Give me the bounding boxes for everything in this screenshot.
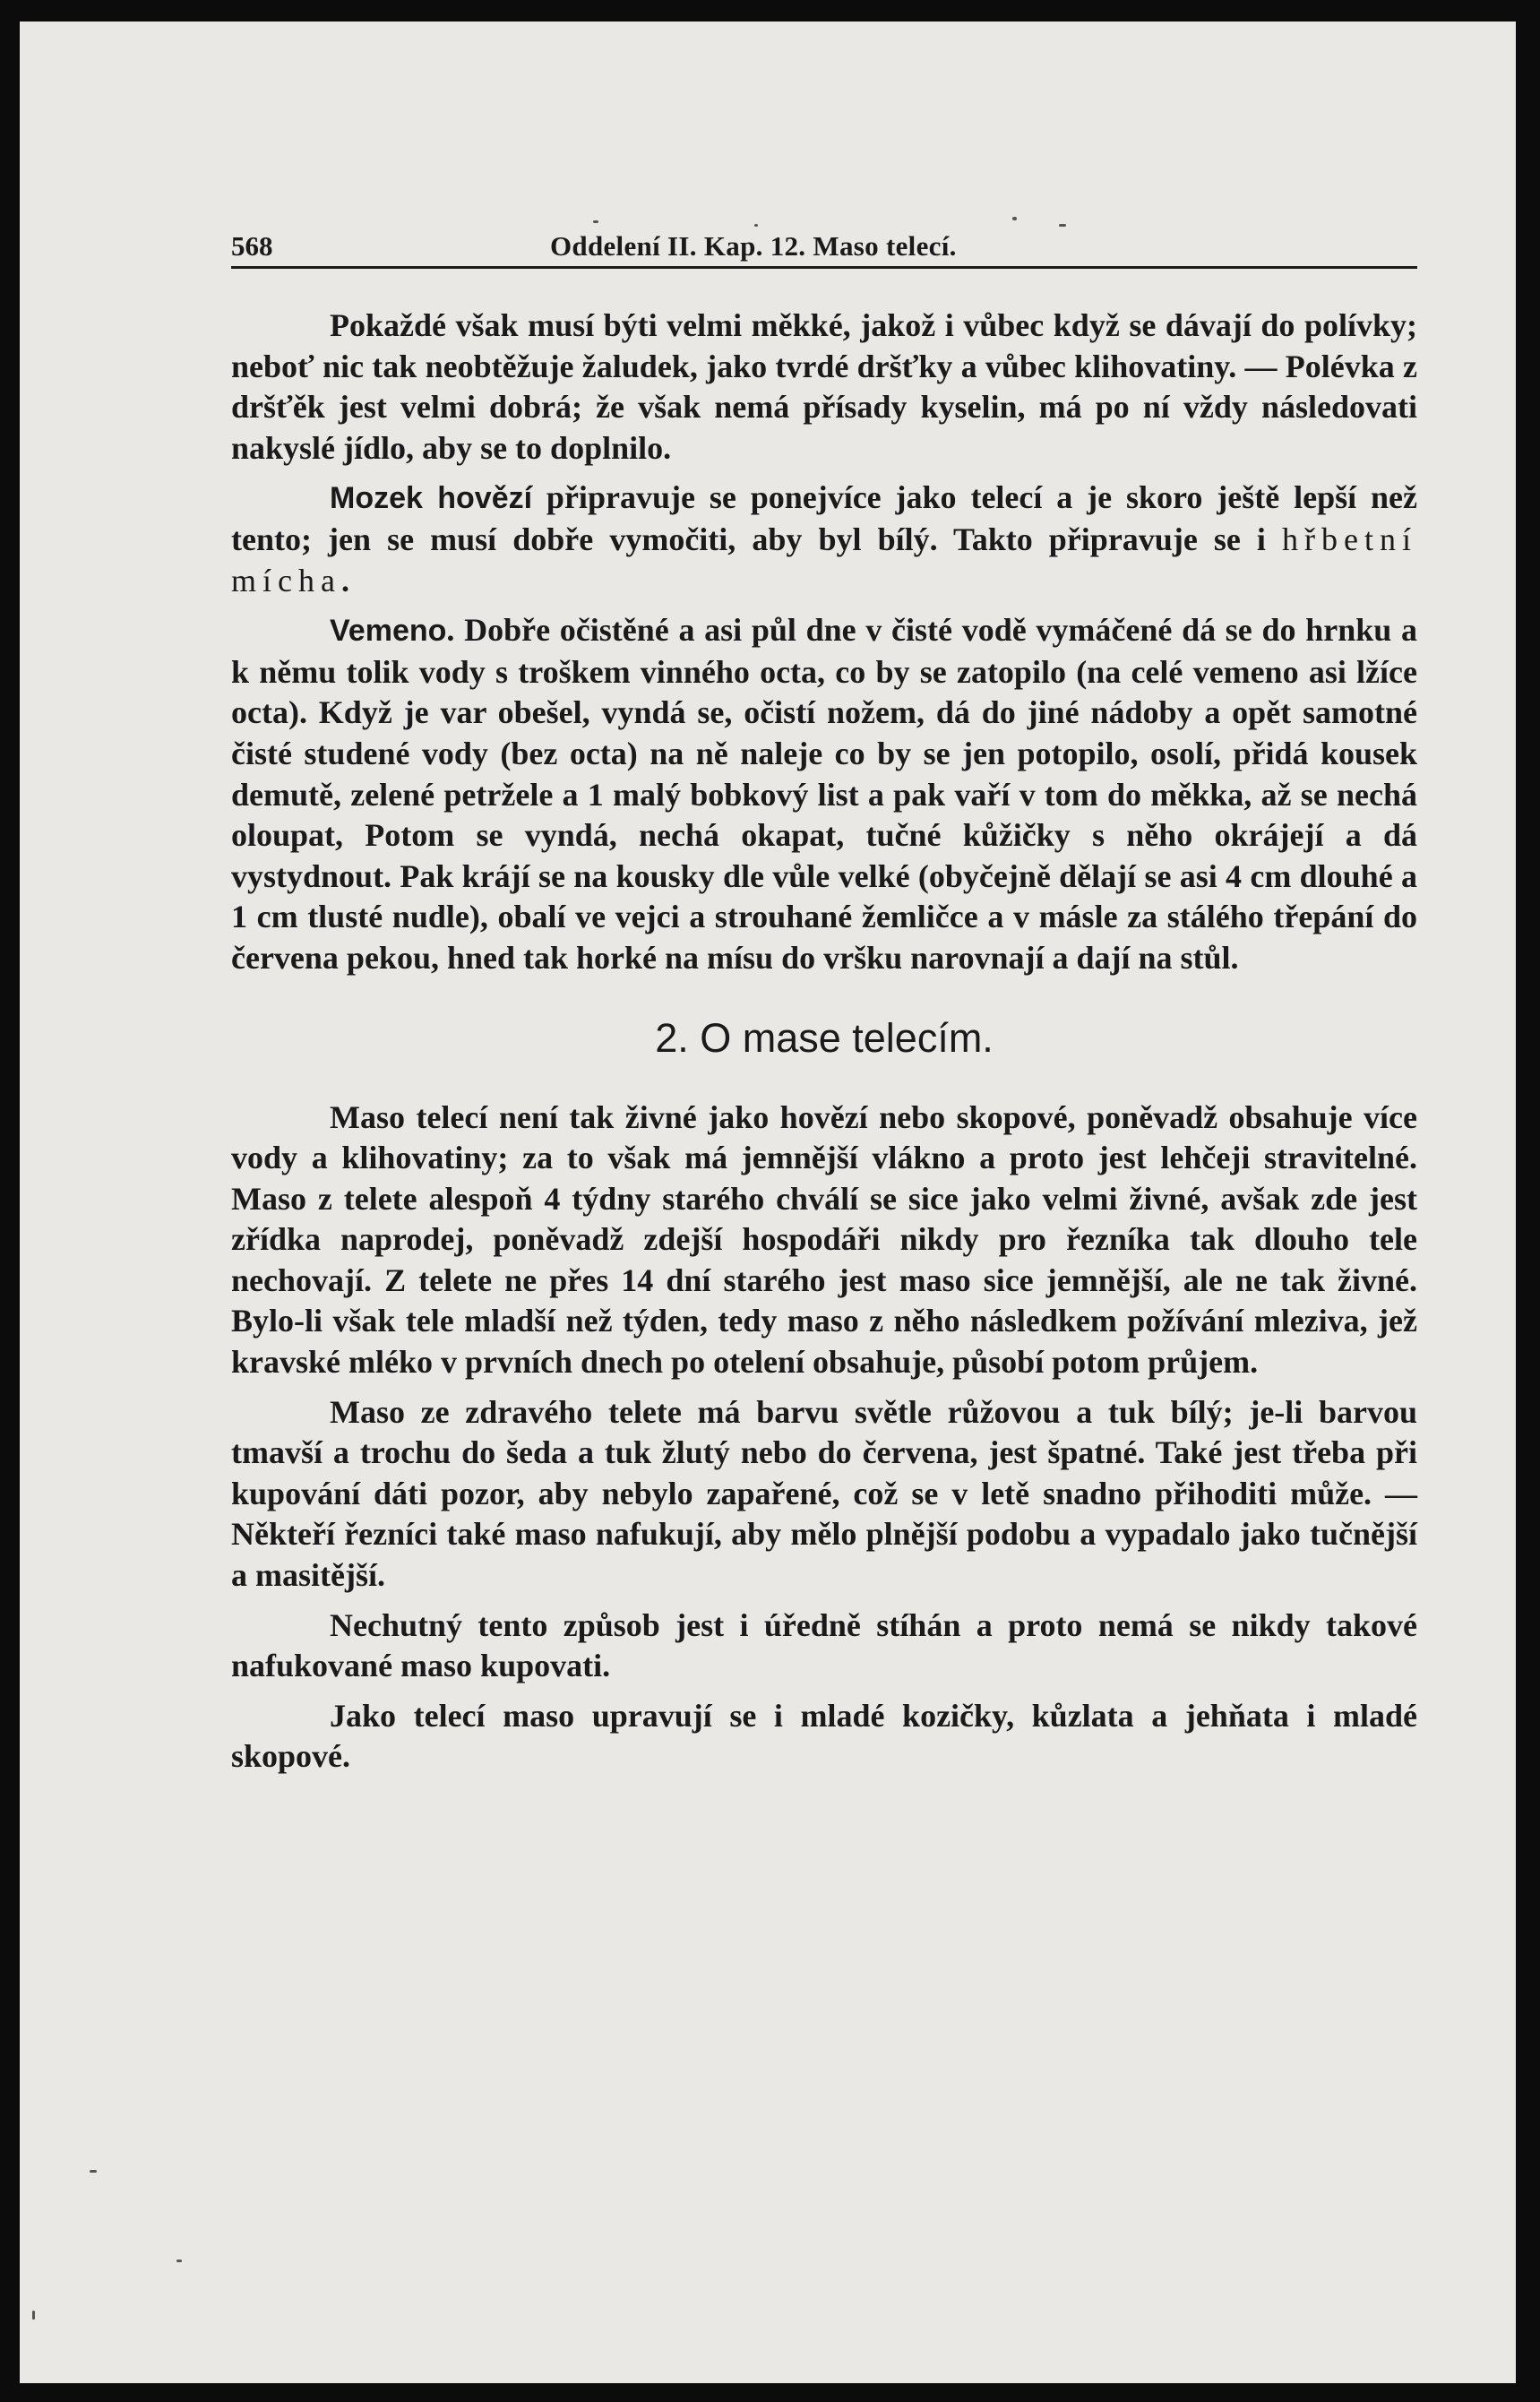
keyword-brain: Mozek hovězí bbox=[330, 481, 533, 516]
paragraph-brain-end: . bbox=[340, 562, 349, 598]
page-header bbox=[231, 227, 1417, 269]
scan-speck bbox=[176, 2260, 182, 2262]
scan-speck bbox=[1012, 217, 1017, 220]
scan-speck bbox=[32, 2311, 35, 2320]
paragraph-veal-intro: Maso telecí není tak živné jako hovězí nebo skopové, poněvadž obsahuje více vody a klihovatiny; za to však má jemnější vlákno a proto jest lehčeji stravitelné. Maso z telete alespoň 4 týdny starého chválí se sice jako velmi živné, avšak zde jest zřídka naprodej, poněvadž zdejší hospodáři nikdy pro řezníka tak dlouho tele nechovají. Z telete ne přes 14 dní starého jest maso sice jemnější, ale ne tak živné. Bylo-li však tele mladší než týden, tedy maso z něho následkem požívání mleziva, jež kravské mléko v prvních dnech po otelení obsahuje, působí potom průjem. bbox=[231, 1098, 1417, 1381]
scan-speck bbox=[593, 220, 598, 223]
running-title: Oddelení II. Kap. 12. Maso telecí. bbox=[550, 230, 957, 262]
book-page bbox=[231, 227, 1417, 1778]
scan-speck bbox=[90, 2170, 97, 2173]
paragraph-udder bbox=[231, 610, 1417, 978]
paragraph-udder-text: . Dobře očistěné a asi půl dne v čisté vodě vymáčené dá se do hrnku a k němu tolik vody s troškem vinného octa, co by se zatopilo (na celé vemeno asi lžíce octa). Když je var obešel, vyndá se, očistí nožem, dá do jiné nádoby a opět samotné čisté studené vody (bez octa) na ně naleje co by se jen potopilo, osolí, přidá kousek demutě, zelené petržele a 1 malý bobkový list a pak vaří v tom do měkka, až se nechá oloupat, Potom se vyndá, nechá okapat, tučné kůžičky s něho okrájejí a dá vystydnout. Pak krájí se na kousky dle vůle velké (obyčejně dělají se asi 4 cm dlouhé a 1 cm tlusté nudle), obalí ve vejci a strouhané žemličce a v másle za stálého třepání do červena pekou, hned tak horké na mísu do vršku narovnají a dají na stůl. bbox=[231, 612, 1417, 976]
paragraph-kid-goats: Jako telecí maso upravují se i mladé kozičky, kůzlata a jehňata i mladé skopové. bbox=[231, 1697, 1417, 1775]
paragraph-tripe: Pokaždé však musí býti velmi měkké, jakož i vůbec když se dávají do polívky; neboť nic tak neobtěžuje žaludek, jako tvrdé dršťky a vůbec klihovatiny. — Polévka z dršťěk jest velmi dobrá; že však nemá přísady kyselin, má po ní vždy následovati nakyslé jídlo, aby se to doplnilo. bbox=[231, 307, 1417, 466]
paragraph-veal-quality: Maso ze zdravého telete má barvu světle růžovou a tuk bílý; je-li barvou tmavší a trochu do šeda a tuk žlutý nebo do červena, jest špatné. Také jest třeba při kupování dáti pozor, aby nebylo zapařené, což se v letě snadno přihoditi může. — Někteří řezníci také maso nafukují, aby mělo plnější podobu a vypadalo jako tučnější a masitější. bbox=[231, 1393, 1417, 1594]
page-number: 568 bbox=[231, 230, 273, 262]
paragraph-brain bbox=[231, 478, 1417, 601]
paragraph-inflation: Nechutný tento způsob jest i úředně stíhán a proto nemá se nikdy takové nafukované maso kupovati. bbox=[231, 1606, 1417, 1684]
section-heading: 2. O mase telecím. bbox=[655, 1014, 994, 1061]
keyword-udder: Vemeno bbox=[330, 614, 447, 649]
paragraph-brain-text: připravuje se ponejvíce jako telecí a je skoro ještě lepší než tento; jen se musí dobře vymočiti, aby byl bílý. Takto připravuje se i bbox=[231, 479, 1417, 557]
spaced-term: hřbetní mícha bbox=[231, 521, 1417, 598]
